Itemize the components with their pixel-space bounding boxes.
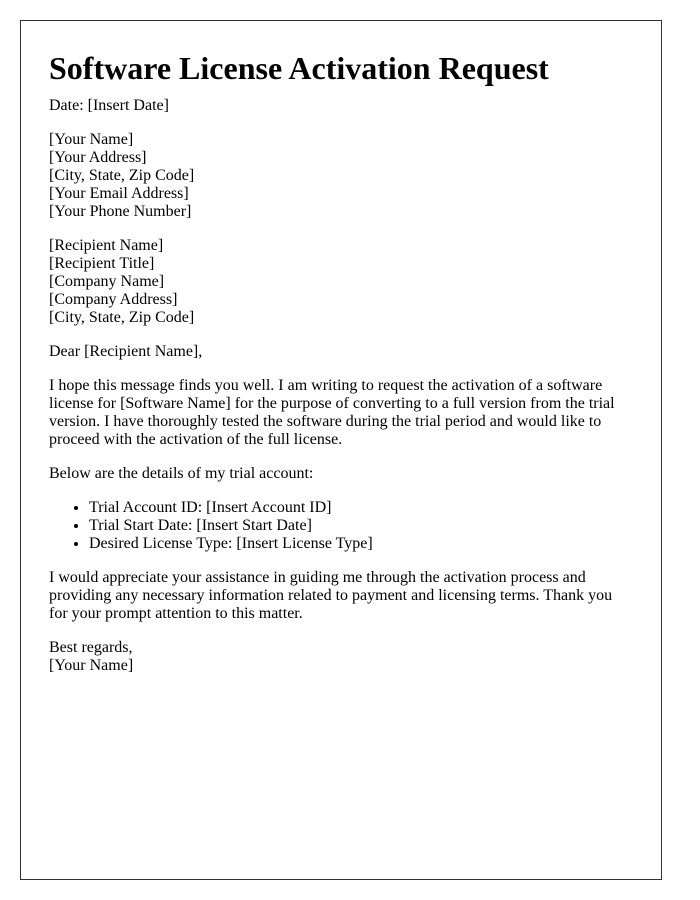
recipient-title: [Recipient Title]	[49, 255, 155, 272]
details-intro: Below are the details of my trial account:	[49, 465, 314, 482]
salutation: Dear [Recipient Name],	[49, 343, 203, 360]
recipient-name: [Recipient Name]	[49, 237, 164, 254]
signature-name: [Your Name]	[49, 657, 134, 674]
sender-address-block	[49, 131, 633, 221]
sender-phone: [Your Phone Number]	[49, 203, 192, 220]
signature-block	[49, 639, 633, 675]
list-item: • Desired License Type: [Insert License Type]	[89, 535, 633, 553]
sender-email: [Your Email Address]	[49, 185, 189, 202]
sender-name: [Your Name]	[49, 131, 134, 148]
date-line: Date: [Insert Date]	[49, 97, 169, 114]
body-closing-paragraph: I would appreciate your assistance in guiding me through the activation process and providing any necessary information related to payment and licensing terms. Thank you for your prompt attention to this matter.	[49, 569, 613, 622]
recipient-company: [Company Name]	[49, 273, 165, 290]
recipient-city-state-zip: [City, State, Zip Code]	[49, 309, 195, 326]
recipient-address-block	[49, 237, 633, 327]
sender-city-state-zip: [City, State, Zip Code]	[49, 167, 195, 184]
signoff: Best regards,	[49, 639, 133, 656]
sender-address: [Your Address]	[49, 149, 147, 166]
body-intro-paragraph: I hope this message finds you well. I am writing to request the activation of a software license for [Software Name] for the purpose of converting to a full version from the trial version. I have thoroughly tested the software during the trial period and would like to proceed with the activation of the full license.	[49, 377, 615, 448]
list-item: • Trial Start Date: [Insert Start Date]	[89, 517, 633, 535]
letter-page	[20, 20, 662, 880]
recipient-company-address: [Company Address]	[49, 291, 178, 308]
trial-details-list	[49, 499, 633, 553]
letter-title: Software License Activation Request	[49, 50, 549, 86]
list-item: • Trial Account ID: [Insert Account ID]	[89, 499, 633, 517]
